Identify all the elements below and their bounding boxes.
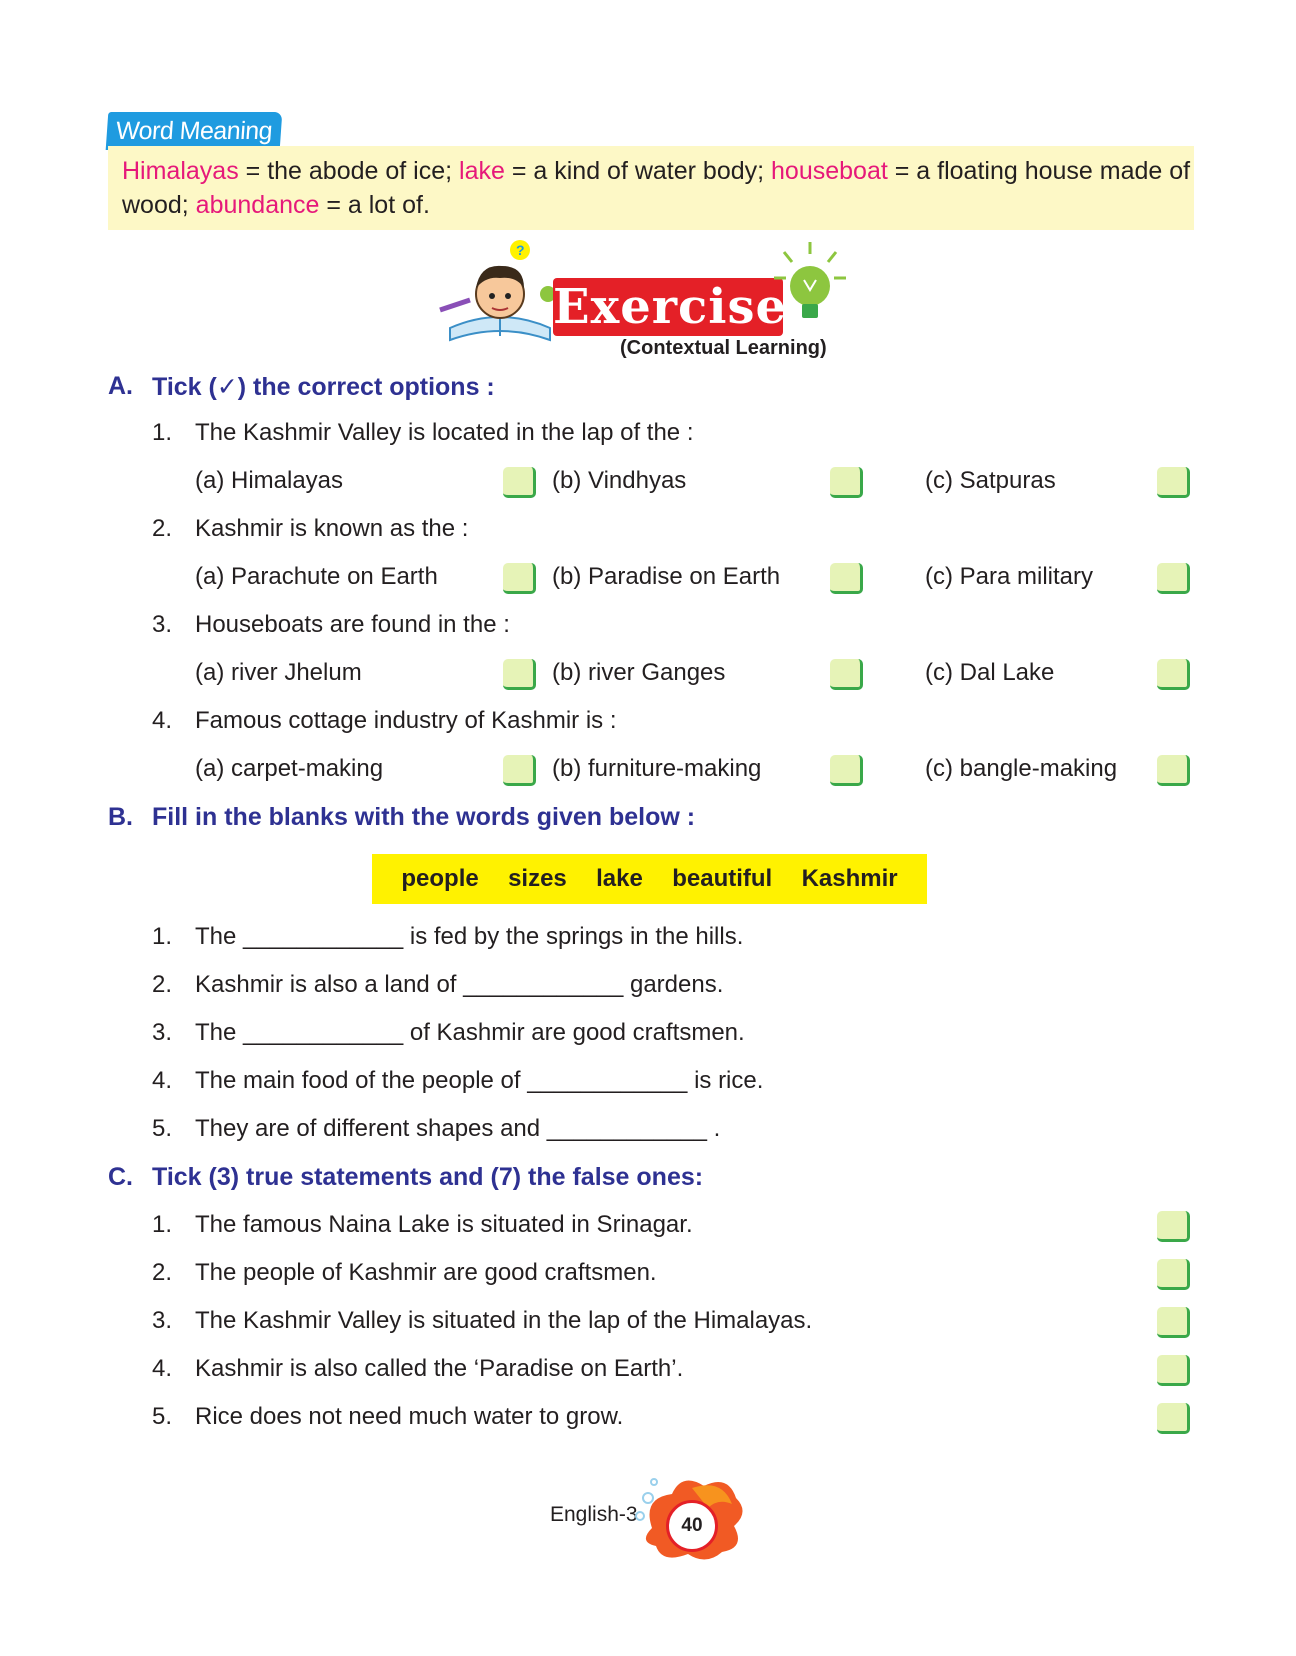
blank-number: 5. (152, 1115, 173, 1142)
definition-houseboat: = a floating house made of wood; (122, 157, 1191, 219)
option-a: (a) Parachute on Earth (195, 563, 438, 590)
statement-text: The Kashmir Valley is situated in the lap of the Himalayas. (195, 1307, 813, 1334)
section-a-letter: A. (108, 372, 133, 400)
blank-sentence[interactable]: The main food of the people of ____________ is rice. (195, 1067, 764, 1094)
question-text: Famous cottage industry of Kashmir is : (195, 707, 617, 734)
term-houseboat: houseboat (771, 157, 888, 185)
option-b: (b) river Ganges (552, 659, 726, 686)
question-text: The Kashmir Valley is located in the lap of the : (195, 419, 694, 446)
statement-text: Kashmir is also called the ‘Paradise on Earth’. (195, 1355, 684, 1382)
tick-box[interactable] (503, 659, 536, 690)
question-number: 1. (152, 419, 173, 446)
word-bank-item: lake (596, 865, 643, 892)
question-number: 4. (152, 707, 173, 734)
section-a-text: Tick (✓) the correct options : (152, 373, 495, 401)
tick-box[interactable] (503, 755, 536, 786)
word-meaning-tab: Word Meaning (106, 112, 283, 150)
blank-number: 3. (152, 1019, 173, 1046)
blank-sentence[interactable]: They are of different shapes and ____________ . (195, 1115, 721, 1142)
tick-box[interactable] (1157, 467, 1190, 498)
book-name: English-3 (550, 1503, 638, 1526)
page-number: 40 (666, 1500, 718, 1552)
definition-himalayas: = the abode of ice; (238, 157, 460, 185)
section-c-text: Tick (3) true statements and (7) the false ones: (152, 1163, 704, 1191)
word-bank-item: beautiful (672, 865, 773, 892)
option-c: (c) Dal Lake (925, 659, 1055, 686)
boy-reading-illustration (430, 236, 570, 346)
term-lake: lake (459, 157, 505, 185)
lightbulb-icon (770, 236, 850, 332)
exercise-subtitle: (Contextual Learning) (620, 337, 827, 359)
section-b-text: Fill in the blanks with the words given below : (152, 803, 696, 831)
statement-text: The famous Naina Lake is situated in Srinagar. (195, 1211, 693, 1238)
statement-number: 3. (152, 1307, 173, 1334)
tick-box[interactable] (1157, 1307, 1190, 1338)
tick-box[interactable] (830, 467, 863, 498)
option-c: (c) Para military (925, 563, 1094, 590)
word-meaning-box (108, 146, 1194, 230)
statement-number: 4. (152, 1355, 173, 1382)
tick-box[interactable] (1157, 563, 1190, 594)
question-text: Kashmir is known as the : (195, 515, 469, 542)
term-abundance: abundance (195, 191, 320, 219)
option-b: (b) Vindhyas (552, 467, 687, 494)
statement-number: 5. (152, 1403, 173, 1430)
statement-number: 1. (152, 1211, 173, 1238)
question-number: 3. (152, 611, 173, 638)
tick-box[interactable] (1157, 1355, 1190, 1386)
blank-sentence[interactable]: The ____________ of Kashmir are good craftsmen. (195, 1019, 745, 1046)
tick-box[interactable] (1157, 1403, 1190, 1434)
statement-text: The people of Kashmir are good craftsmen. (195, 1259, 657, 1286)
question-number: 2. (152, 515, 173, 542)
section-b-letter: B. (108, 803, 133, 831)
statement-number: 2. (152, 1259, 173, 1286)
option-c: (c) bangle-making (925, 755, 1118, 782)
option-c: (c) Satpuras (925, 467, 1056, 494)
blank-number: 4. (152, 1067, 173, 1094)
word-bank-item: Kashmir (801, 865, 898, 892)
option-a: (a) Himalayas (195, 467, 344, 494)
tick-box[interactable] (1157, 1259, 1190, 1290)
tick-box[interactable] (830, 659, 863, 690)
blank-number: 1. (152, 923, 173, 950)
tick-box[interactable] (830, 755, 863, 786)
blank-sentence[interactable]: The ____________ is fed by the springs in the hills. (195, 923, 744, 950)
blank-number: 2. (152, 971, 173, 998)
word-bank-item: sizes (508, 865, 567, 892)
tick-box[interactable] (503, 563, 536, 594)
word-bank (372, 854, 927, 904)
word-bank-item: people (401, 865, 479, 892)
section-c-letter: C. (108, 1163, 133, 1191)
svg-text:?: ? (516, 242, 525, 258)
definition-lake: = a kind of water body; (504, 157, 772, 185)
statement-text: Rice does not need much water to grow. (195, 1403, 624, 1430)
exercise-title: Exercise (553, 279, 788, 335)
blank-sentence[interactable]: Kashmir is also a land of ____________ gardens. (195, 971, 724, 998)
option-a: (a) river Jhelum (195, 659, 362, 686)
option-a: (a) carpet-making (195, 755, 384, 782)
tick-box[interactable] (1157, 659, 1190, 690)
tick-box[interactable] (830, 563, 863, 594)
term-himalayas: Himalayas (122, 157, 239, 185)
question-text: Houseboats are found in the : (195, 611, 510, 638)
definition-abundance: = a lot of. (319, 191, 430, 219)
tick-box[interactable] (1157, 1211, 1190, 1242)
option-b: (b) Paradise on Earth (552, 563, 781, 590)
tick-box[interactable] (1157, 755, 1190, 786)
tick-box[interactable] (503, 467, 536, 498)
option-b: (b) furniture-making (552, 755, 762, 782)
